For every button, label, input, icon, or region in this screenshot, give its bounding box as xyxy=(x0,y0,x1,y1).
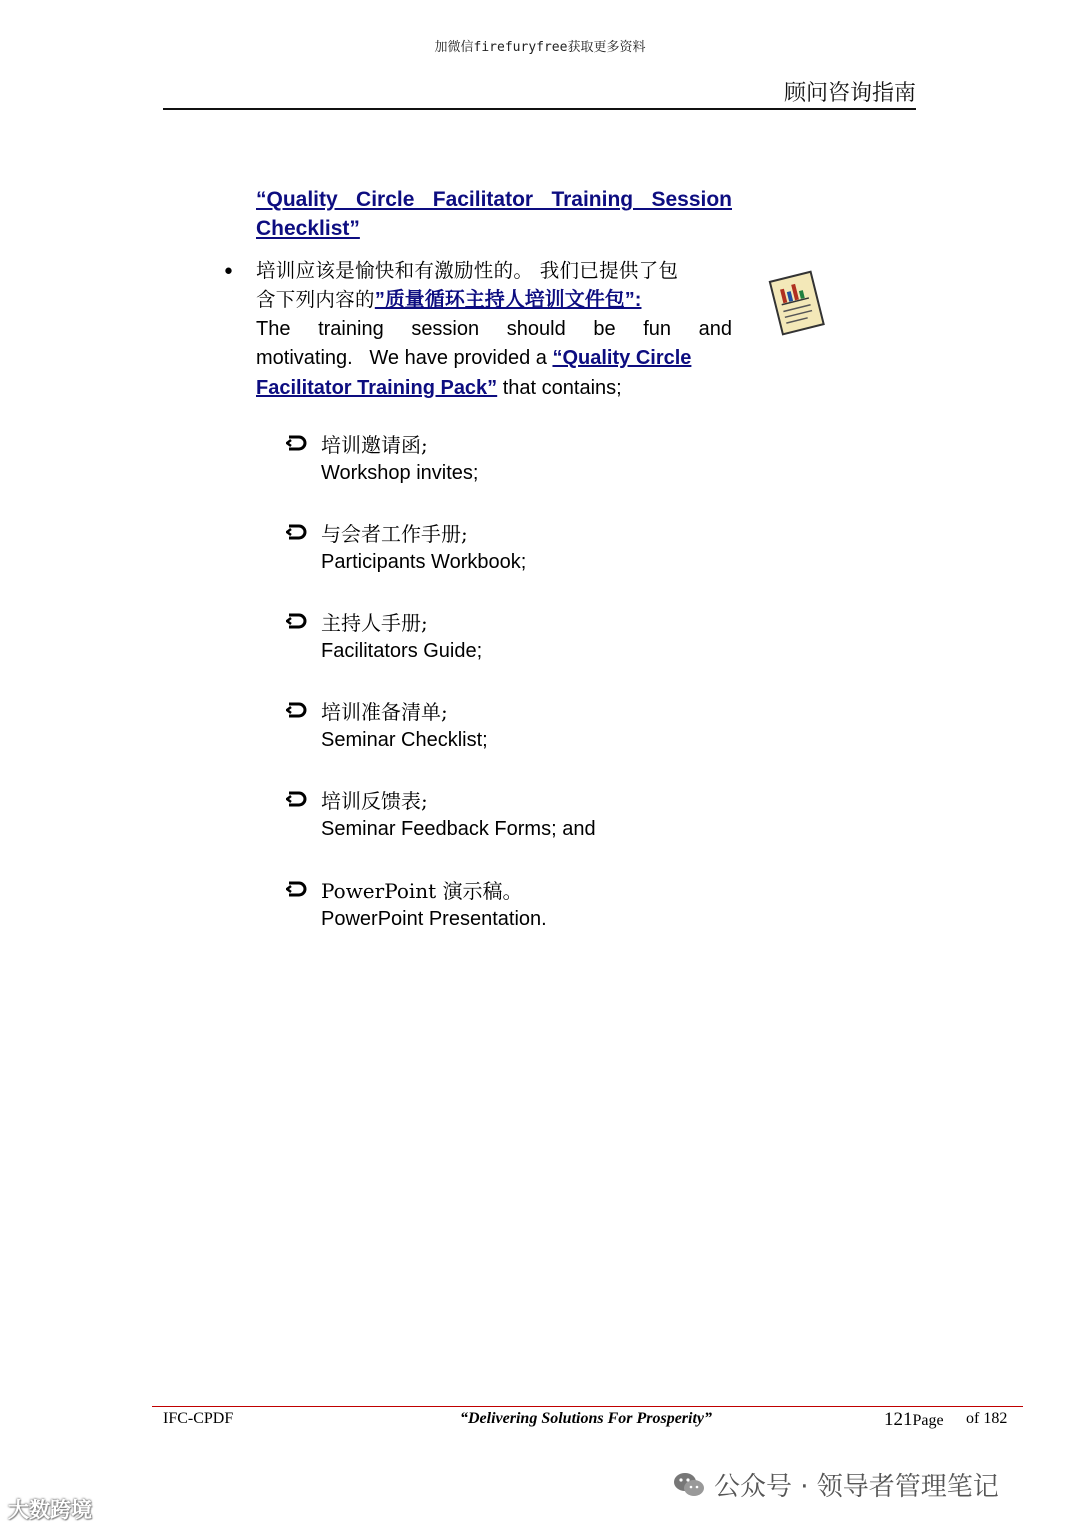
page-number: 121 xyxy=(884,1409,913,1430)
watermark-left-text: 大数跨境 xyxy=(8,1498,92,1522)
item-en: Facilitators Guide; xyxy=(321,640,483,662)
footer-doc-code: IFC-CPDF xyxy=(163,1410,234,1427)
arrow-bullet-icon xyxy=(286,877,308,903)
arrow-bullet-icon xyxy=(286,698,308,724)
item-zh: 培训准备清单; xyxy=(321,700,448,724)
arrow-bullet-icon xyxy=(286,431,308,457)
wechat-icon xyxy=(672,1470,706,1500)
page-label: Page xyxy=(912,1412,944,1429)
header-title: 顾问咨询指南 xyxy=(783,81,916,106)
training-pack-link-en[interactable]: “Quality Circle Facilitator Training Pack” xyxy=(256,347,692,399)
watermark-right xyxy=(672,1466,999,1503)
document-chart-icon xyxy=(766,270,828,338)
paragraph-en-line2: motivating. We have provided a xyxy=(256,347,553,370)
item-zh: 与会者工作手册; xyxy=(321,522,468,546)
section-title-link[interactable]: “Quality Circle Facilitator Training Session Checklist” xyxy=(256,188,732,240)
item-en: Workshop invites; xyxy=(321,462,479,484)
item-en: Participants Workbook; xyxy=(321,551,527,573)
footer-slogan: “Delivering Solutions For Prosperity” xyxy=(460,1410,713,1427)
watermark-left xyxy=(8,1494,92,1524)
item-zh: 培训邀请函; xyxy=(321,433,428,457)
item-zh: PowerPoint 演示稿。 xyxy=(321,879,523,903)
training-pack-link-zh[interactable]: ”质量循环主持人培训文件包”: xyxy=(374,289,642,312)
arrow-bullet-icon xyxy=(286,520,308,546)
item-zh: 培训反馈表; xyxy=(321,789,428,813)
item-en: Seminar Checklist; xyxy=(321,729,488,751)
arrow-bullet-icon xyxy=(286,609,308,635)
footer-page-indicator xyxy=(884,1409,944,1431)
arrow-bullet-icon xyxy=(286,787,308,813)
paragraph-zh-line2: 含下列内容的 xyxy=(256,288,375,312)
item-en: PowerPoint Presentation. xyxy=(321,908,547,930)
paragraph-zh-line1: 培训应该是愉快和有激励性的。 我们已提供了包 xyxy=(256,259,679,282)
footer-divider xyxy=(152,1406,1023,1407)
page-total: of 182 xyxy=(966,1410,1008,1427)
bullet-dot: • xyxy=(222,260,235,285)
paragraph-en-suffix: that contains; xyxy=(497,376,622,399)
watermark-right-text: 公众号 · 领导者管理笔记 xyxy=(714,1472,999,1502)
item-zh: 主持人手册; xyxy=(321,611,428,635)
paragraph-en-line1: The training session should be fun and xyxy=(256,317,732,340)
bullet-paragraph xyxy=(256,256,732,402)
header-divider xyxy=(163,108,916,110)
top-note: 加微信firefuryfree获取更多资料 xyxy=(434,40,646,55)
item-en: Seminar Feedback Forms; and xyxy=(321,818,596,840)
